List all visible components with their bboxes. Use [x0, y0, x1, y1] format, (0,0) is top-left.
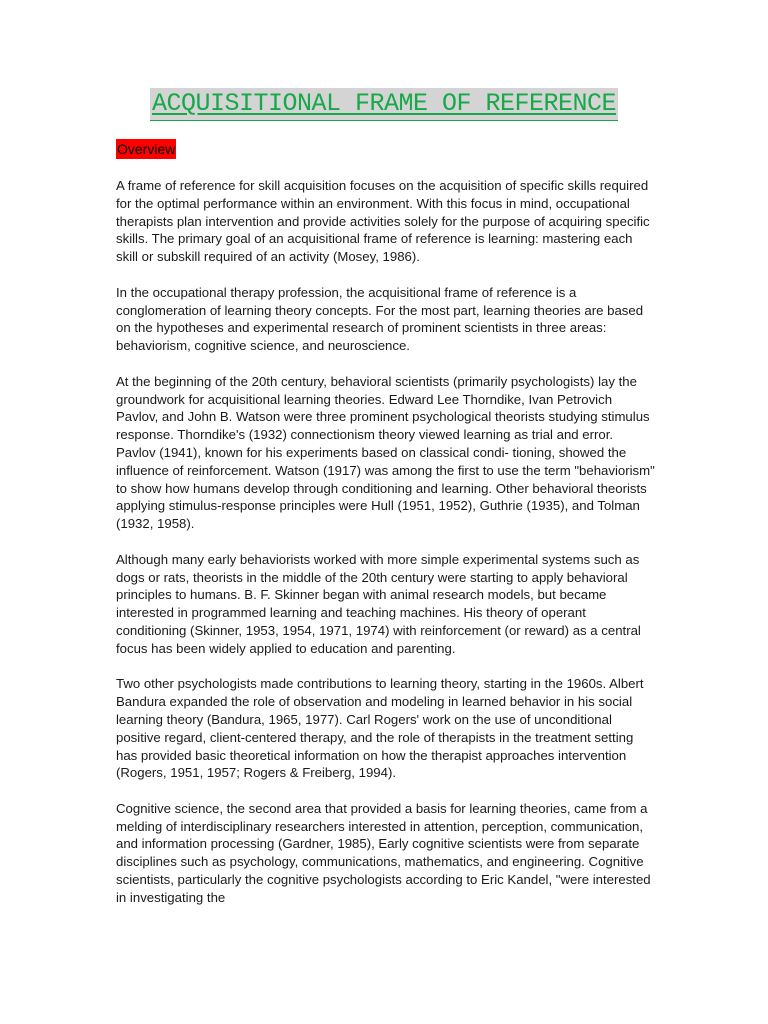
paragraph: Although many early behaviorists worked with more simple experimental systems such as dogs or rats, theorists in the middle of the 20th century were starting to apply behavioral principles to humans. B. F. Skinner began with animal research models, but became interested in programmed learning and teaching machines. His theory of operant conditioning (Skinner, 1953, 1954, 1971, 1974) with reinforcement (or reward) as a central focus has been widely applied to education and parenting. — [116, 551, 641, 656]
paragraph: A frame of reference for skill acquisition focuses on the acquisition of specific skills required for the optimal performance within an environment. With this focus in mind, occupational therapists plan intervention and provide activities solely for the purpose of acquiring specific skills. The primary goal of an acquisitional frame of reference is learning: mastering each skill or subskill required of an activity (Mosey, 1986). — [116, 178, 650, 265]
paragraph: Two other psychologists made contributions to learning theory, starting in the 1960s. Albert Bandura expanded the role of observation and modeling in learned behavior in his social learning theory (Bandura, 1965, 1977). Carl Rogers' work on the use of unconditional positive regard, client-centered therapy, and the role of therapists in the treatment setting has provided basic theoretical information on how the therapist approaches intervention (Rogers, 1951, 1957; Rogers & Freiberg, 1994). — [116, 676, 644, 781]
section-heading-overview: Overview — [117, 141, 176, 157]
document-title: ACQUISITIONAL FRAME OF REFERENCE — [150, 88, 618, 121]
body-text — [116, 177, 656, 924]
title-container — [0, 88, 768, 121]
paragraph: At the beginning of the 20th century, behavioral scientists (primarily psychologists) lay the groundwork for acquisitional learning theories. Edward Lee Thorndike, Ivan Petrovich Pavlov, and John B. Watson were three prominent psychological theorists studying stimulus response. Thorndike's (1932) connectionism theory viewed learning as trial and error. Pavlov (1941), known for his experiments based on classical condi- tioning, showed the influence of reinforcement. Watson (1917) was among the first to use the term "behaviorism" to show how humans develop through conditioning and learning. Other behavioral theorists applying stimulus-response principles were Hull (1951, 1952), Guthrie (1935), and Tolman (1932, 1958). — [116, 373, 655, 532]
paragraph: Cognitive science, the second area that provided a basis for learning theories, came from a melding of interdisciplinary researchers interested in attention, perception, communication, and information processing (Gardner, 1985), Early cognitive scientists were from separate disciplines such as psychology, communications, mathematics, and engineering. Cognitive scientists, particularly the cognitive psychologists according to Eric Kandel, "were interested in investigating the — [116, 800, 651, 905]
paragraph: In the occupational therapy profession, the acquisitional frame of reference is a conglomeration of learning theory concepts. For the most part, learning theories are based on the hypotheses and experimental research of prominent scientists in three areas: behaviorism, cognitive science, and neuroscience. — [116, 284, 644, 354]
